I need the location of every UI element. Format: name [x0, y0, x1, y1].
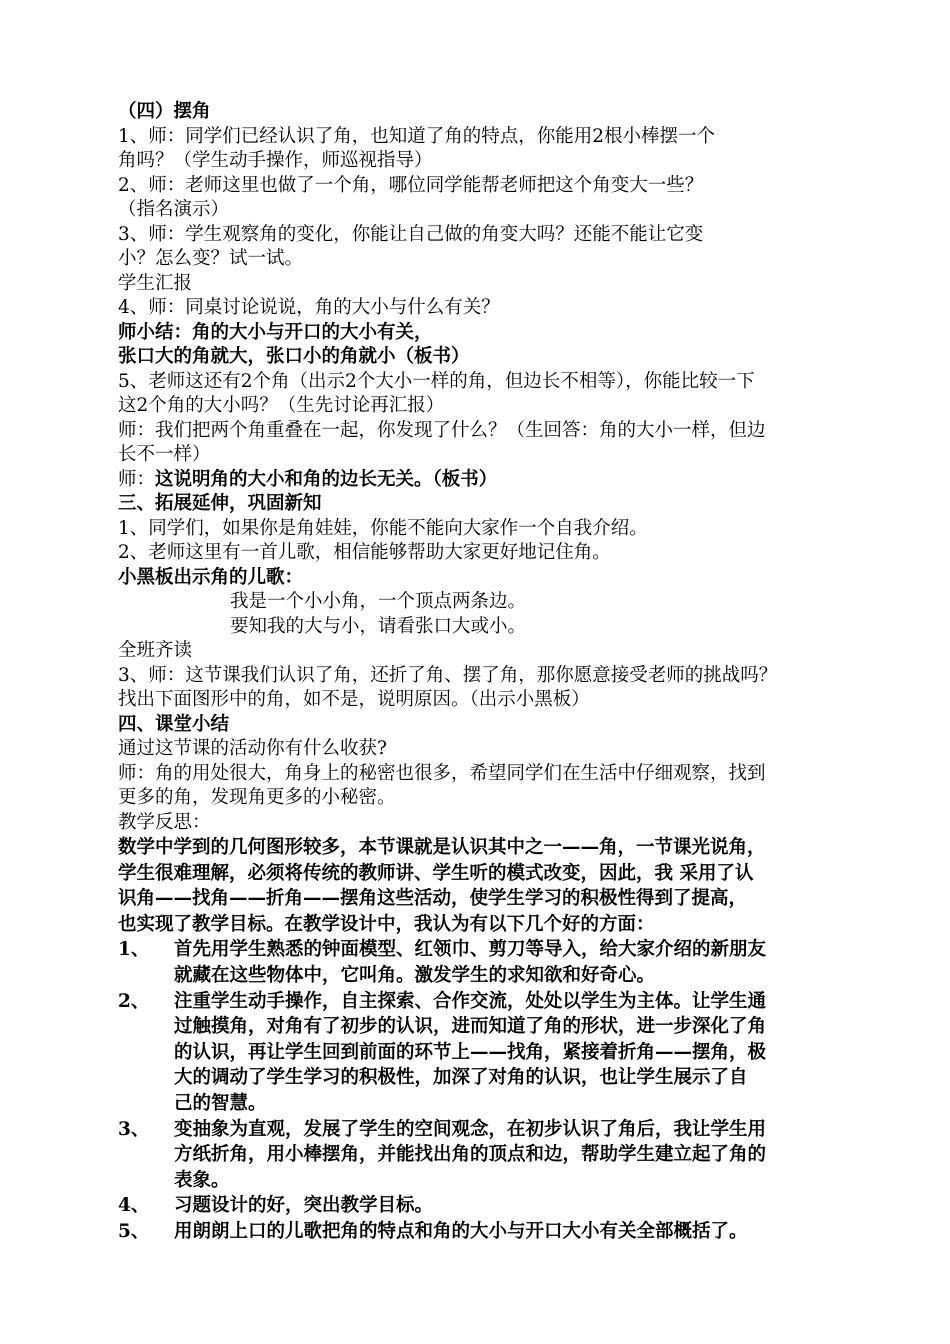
paragraph-line: 1、师：同学们已经认识了角，也知道了角的特点，你能用2根小棒摆一个: [118, 125, 716, 147]
list-item: [118, 1193, 878, 1219]
paragraph-line: 5、老师这还有2个角（出示2个大小一样的角，但边长不相等），你能比较一下: [118, 370, 755, 392]
list-item-line: 己的智慧。: [174, 1092, 267, 1114]
list-item-line: 用朗朗上口的儿歌把角的特点和角的大小与开口大小有关全部概括了。: [174, 1220, 748, 1242]
paragraph-line: 更多的角，发现角更多的小秘密。: [118, 787, 396, 808]
summary-line: 张口大的角就大，张口小的角就小（板书）: [118, 346, 470, 367]
paragraph-line: [118, 468, 878, 493]
list-item-line: 大的调动了学生学习的积极性，加深了对角的认识，也让学生展示了自: [174, 1067, 748, 1089]
paragraph-line: 角吗？（学生动手操作，师巡视指导）: [118, 150, 433, 171]
list-item-line: 的认识，再让学生回到前面的环节上——找角，紧接着折角——摆角，极: [174, 1041, 767, 1063]
paragraph-line: 4、师：同桌讨论说说，角的大小与什么有关？: [118, 297, 500, 318]
list-item-number: 2、: [118, 990, 150, 1012]
list-item-line: 方纸折角，用小棒摆角，并能找出角的顶点和边，帮助学生建立起了角的: [174, 1144, 767, 1166]
summary-line: 师小结：角的大小与开口的大小有关，: [118, 321, 433, 343]
paragraph-line: 2、师：老师这里也做了一个角，哪位同学能帮老师把这个角变大一些？: [118, 174, 704, 196]
paragraph-line: 小？怎么变？试一试。: [118, 248, 304, 269]
paragraph-line: 全班齐读: [118, 640, 193, 661]
paragraph-line: 3、师：学生观察角的变化，你能让自己做的角变大吗？还能不能让它变: [118, 223, 704, 245]
board-note: 这说明角的大小和角的边长无关。（板书）: [155, 468, 498, 490]
list-item-line: 首先用学生熟悉的钟面模型、红领巾、剪刀等导入，给大家介绍的新朋友: [174, 939, 767, 961]
reflection-list: [118, 937, 878, 1244]
paragraph-line: 1、同学们，如果你是角娃娃，你能不能向大家作一个自我介绍。: [118, 517, 648, 539]
reflection-heading: 教学反思：: [118, 811, 211, 833]
reflection-line: 学生很难理解，必须将传统的教师讲、学生听的模式改变，因此，我 采用了认: [118, 862, 754, 884]
paragraph-line: 学生汇报: [118, 272, 193, 294]
list-item-line: 变抽象为直观，发展了学生的空间观念，在初步认识了角后，我让学生用: [174, 1118, 767, 1140]
list-item: [118, 1219, 878, 1245]
section-heading: 三、拓展延伸，巩固新知: [118, 493, 322, 514]
section-heading: （四）摆角: [118, 101, 211, 122]
paragraph-line: 师：我们把两个角重叠在一起，你发现了什么？（生回答：角的大小一样，但边: [118, 419, 766, 441]
rhyme-line: 我是一个小小角，一个顶点两条边。: [230, 591, 527, 612]
paragraph-line: （指名演示）: [118, 199, 230, 220]
list-item-number: 1、: [118, 939, 150, 961]
reflection-paragraph: [118, 835, 878, 937]
reflection-line: 数学中学到的几何图形较多，本节课就是认识其中之一——角，一节课光说角，: [118, 837, 766, 858]
list-item-number: 5、: [118, 1220, 150, 1242]
paragraph-line: 2、老师这里有一首儿歌，相信能够帮助大家更好地记住角。: [118, 542, 611, 563]
reflection-line: 也实现了教学目标。在教学设计中，我认为有以下几个好的方面：: [118, 913, 655, 935]
paragraph-line: 3、师：这节课我们认识了角，还折了角、摆了角，那你愿意接受老师的挑战吗？: [118, 664, 778, 686]
list-item-number: 3、: [118, 1118, 150, 1140]
list-item: [118, 1117, 878, 1194]
document-page: [118, 100, 878, 1245]
reflection-line: 识角——找角——折角——摆角这些活动，使学生学习的积极性得到了提高，: [118, 888, 748, 910]
paragraph-line: 长不一样）: [118, 444, 211, 465]
list-item-line: 注重学生动手操作，自主探索、合作交流，处处以学生为主体。让学生通: [174, 990, 767, 1012]
section-heading: 四、课堂小结: [118, 713, 230, 735]
paragraph-line: 找出下面图形中的角，如不是，说明原因。（出示小黑板）: [118, 689, 590, 710]
list-item: [118, 937, 878, 988]
paragraph-line: 这2个角的大小吗？（生先讨论再汇报）: [118, 395, 445, 416]
line-prefix: 师：: [118, 468, 156, 490]
rhyme-line: 要知我的大与小，请看张口大或小。: [230, 615, 527, 637]
rhyme-heading: 小黑板出示角的儿歌：: [118, 566, 304, 588]
list-item-number: 4、: [118, 1195, 150, 1217]
paragraph-line: 通过这节课的活动你有什么收获?: [118, 738, 387, 759]
list-item-line: 习题设计的好，突出教学目标。: [174, 1195, 434, 1217]
list-item-line: 就藏在这些物体中，它叫角。激发学生的求知欲和好奇心。: [174, 964, 656, 986]
list-item-line: 表象。: [174, 1169, 230, 1191]
list-item: [118, 989, 878, 1117]
list-item-line: 过触摸角，对角有了初步的认识，进而知道了角的形状，进一步深化了角: [174, 1016, 767, 1038]
paragraph-line: 师：角的用处很大，角身上的秘密也很多，希望同学们在生活中仔细观察，找到: [118, 762, 766, 784]
